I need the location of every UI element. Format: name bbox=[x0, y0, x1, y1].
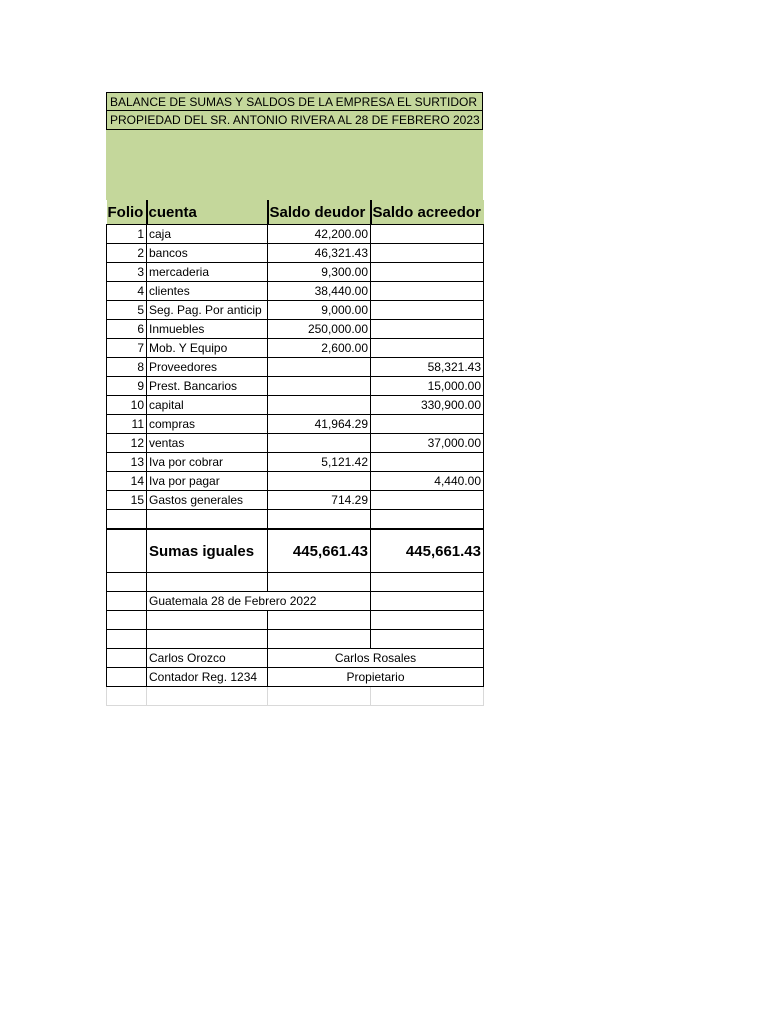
header-saldo-deudor: Saldo deudor bbox=[268, 200, 371, 225]
trailing-row bbox=[107, 687, 484, 706]
table-row bbox=[107, 244, 484, 263]
acreedor-cell: 15,000.00 bbox=[371, 377, 484, 396]
acreedor-cell bbox=[371, 491, 484, 510]
folio-cell: 10 bbox=[107, 396, 147, 415]
folio-cell: 12 bbox=[107, 434, 147, 453]
deudor-cell bbox=[268, 472, 371, 491]
empty-cell bbox=[107, 687, 147, 706]
acreedor-cell bbox=[371, 453, 484, 472]
header-cuenta: cuenta bbox=[147, 200, 268, 225]
folio-cell: 14 bbox=[107, 472, 147, 491]
acreedor-cell: 330,900.00 bbox=[371, 396, 484, 415]
deudor-cell: 42,200.00 bbox=[268, 225, 371, 244]
deudor-cell: 2,600.00 bbox=[268, 339, 371, 358]
acreedor-cell bbox=[371, 282, 484, 301]
deudor-cell: 41,964.29 bbox=[268, 415, 371, 434]
total-deudor: 445,661.43 bbox=[268, 529, 371, 573]
cuenta-cell: Prest. Bancarios bbox=[147, 377, 268, 396]
empty-cell bbox=[371, 687, 484, 706]
header-saldo-acreedor: Saldo acreedor bbox=[371, 200, 484, 225]
empty-cell bbox=[147, 687, 268, 706]
empty-cell bbox=[107, 649, 147, 668]
table-row bbox=[107, 358, 484, 377]
cuenta-cell: Iva por pagar bbox=[147, 472, 268, 491]
deudor-cell: 250,000.00 bbox=[268, 320, 371, 339]
folio-cell: 1 bbox=[107, 225, 147, 244]
folio-cell: 2 bbox=[107, 244, 147, 263]
total-acreedor: 445,661.43 bbox=[371, 529, 484, 573]
cuenta-cell: capital bbox=[147, 396, 268, 415]
folio-cell: 9 bbox=[107, 377, 147, 396]
empty-cell bbox=[371, 592, 484, 611]
acreedor-cell bbox=[371, 244, 484, 263]
place-date-row bbox=[107, 592, 484, 611]
table-row bbox=[107, 377, 484, 396]
empty-cell bbox=[107, 592, 147, 611]
empty-row bbox=[107, 630, 484, 649]
table-row bbox=[107, 282, 484, 301]
acreedor-cell bbox=[371, 263, 484, 282]
empty-row bbox=[107, 510, 484, 530]
empty-cell bbox=[147, 630, 268, 649]
empty-cell bbox=[147, 573, 268, 592]
empty-cell bbox=[268, 611, 371, 630]
deudor-cell: 9,300.00 bbox=[268, 263, 371, 282]
cuenta-cell: Inmuebles bbox=[147, 320, 268, 339]
table-row bbox=[107, 339, 484, 358]
table-row bbox=[107, 320, 484, 339]
acreedor-cell: 4,440.00 bbox=[371, 472, 484, 491]
header-band bbox=[106, 130, 483, 200]
acreedor-cell bbox=[371, 415, 484, 434]
empty-cell bbox=[268, 573, 371, 592]
cuenta-cell: Gastos generales bbox=[147, 491, 268, 510]
empty-cell bbox=[268, 687, 371, 706]
signature-right-role: Propietario bbox=[268, 668, 484, 687]
empty-cell bbox=[268, 630, 371, 649]
table-row bbox=[107, 263, 484, 282]
acreedor-cell bbox=[371, 320, 484, 339]
empty-cell bbox=[371, 510, 484, 530]
table-row bbox=[107, 472, 484, 491]
acreedor-cell bbox=[371, 225, 484, 244]
cuenta-cell: Seg. Pag. Por anticip bbox=[147, 301, 268, 320]
folio-cell: 6 bbox=[107, 320, 147, 339]
deudor-cell: 46,321.43 bbox=[268, 244, 371, 263]
signature-role-row bbox=[107, 668, 484, 687]
signature-left-name: Carlos Orozco bbox=[147, 649, 268, 668]
acreedor-cell: 58,321.43 bbox=[371, 358, 484, 377]
totals-row bbox=[107, 529, 484, 573]
empty-cell bbox=[371, 630, 484, 649]
empty-cell bbox=[107, 611, 147, 630]
deudor-cell bbox=[268, 396, 371, 415]
deudor-cell: 38,440.00 bbox=[268, 282, 371, 301]
deudor-cell: 714.29 bbox=[268, 491, 371, 510]
cuenta-cell: ventas bbox=[147, 434, 268, 453]
deudor-cell bbox=[268, 358, 371, 377]
acreedor-cell: 37,000.00 bbox=[371, 434, 484, 453]
deudor-cell: 9,000.00 bbox=[268, 301, 371, 320]
empty-cell bbox=[268, 510, 371, 530]
cuenta-cell: Mob. Y Equipo bbox=[147, 339, 268, 358]
empty-cell bbox=[107, 529, 147, 573]
folio-cell: 15 bbox=[107, 491, 147, 510]
column-header-row bbox=[107, 200, 484, 225]
folio-cell: 11 bbox=[107, 415, 147, 434]
acreedor-cell bbox=[371, 301, 484, 320]
cuenta-cell: clientes bbox=[147, 282, 268, 301]
title-line-1: BALANCE DE SUMAS Y SALDOS DE LA EMPRESA EL SURTIDOR bbox=[106, 92, 483, 111]
empty-cell bbox=[107, 668, 147, 687]
balance-sheet bbox=[106, 92, 483, 706]
table-row bbox=[107, 301, 484, 320]
table-row bbox=[107, 453, 484, 472]
empty-cell bbox=[147, 510, 268, 530]
empty-cell bbox=[107, 510, 147, 530]
deudor-cell: 5,121.42 bbox=[268, 453, 371, 472]
title-line-2: PROPIEDAD DEL SR. ANTONIO RIVERA AL 28 DE FEBRERO 2023 bbox=[106, 111, 483, 130]
empty-cell bbox=[107, 630, 147, 649]
folio-cell: 7 bbox=[107, 339, 147, 358]
deudor-cell bbox=[268, 377, 371, 396]
folio-cell: 8 bbox=[107, 358, 147, 377]
table-row bbox=[107, 415, 484, 434]
signature-name-row bbox=[107, 649, 484, 668]
empty-cell bbox=[147, 611, 268, 630]
ledger-table bbox=[106, 200, 484, 706]
folio-cell: 13 bbox=[107, 453, 147, 472]
table-row bbox=[107, 491, 484, 510]
empty-row bbox=[107, 611, 484, 630]
table-row bbox=[107, 434, 484, 453]
cuenta-cell: caja bbox=[147, 225, 268, 244]
empty-row bbox=[107, 573, 484, 592]
totals-label: Sumas iguales bbox=[147, 529, 268, 573]
signature-right-name: Carlos Rosales bbox=[268, 649, 484, 668]
table-row bbox=[107, 225, 484, 244]
empty-cell bbox=[371, 611, 484, 630]
cuenta-cell: bancos bbox=[147, 244, 268, 263]
deudor-cell bbox=[268, 434, 371, 453]
cuenta-cell: compras bbox=[147, 415, 268, 434]
cuenta-cell: Iva por cobrar bbox=[147, 453, 268, 472]
folio-cell: 5 bbox=[107, 301, 147, 320]
folio-cell: 3 bbox=[107, 263, 147, 282]
folio-cell: 4 bbox=[107, 282, 147, 301]
empty-cell bbox=[107, 573, 147, 592]
acreedor-cell bbox=[371, 339, 484, 358]
cuenta-cell: Proveedores bbox=[147, 358, 268, 377]
table-row bbox=[107, 396, 484, 415]
cuenta-cell: mercaderia bbox=[147, 263, 268, 282]
header-folio: Folio bbox=[107, 200, 147, 225]
signature-left-role: Contador Reg. 1234 bbox=[147, 668, 268, 687]
empty-cell bbox=[371, 573, 484, 592]
place-date: Guatemala 28 de Febrero 2022 bbox=[147, 592, 371, 611]
